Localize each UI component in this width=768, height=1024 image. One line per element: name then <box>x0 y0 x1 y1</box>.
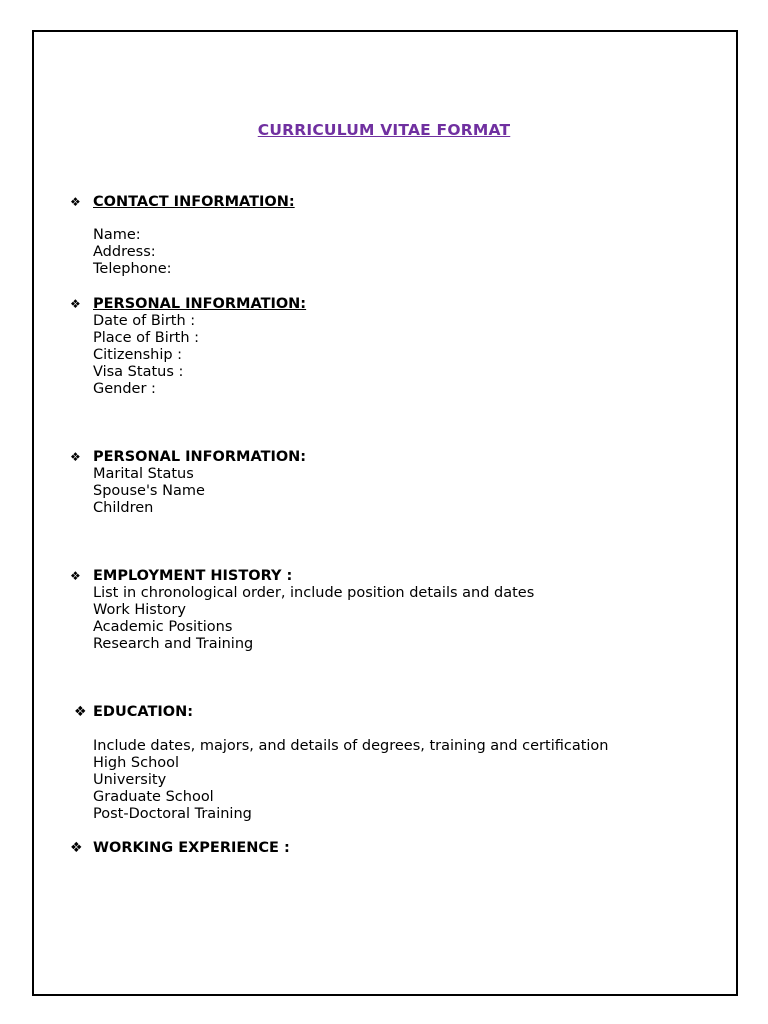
diamond-solid-bullet-icon: ❖ <box>70 840 83 856</box>
section-heading-row <box>0 568 768 585</box>
field-label-research-training: Research and Training <box>93 636 254 653</box>
section-heading-row <box>0 449 768 466</box>
field-label-post-doctoral: Post-Doctoral Training <box>93 806 252 823</box>
diamond-outline-bullet-icon: ❖ <box>70 450 81 464</box>
section-employment-history <box>0 568 768 653</box>
section-heading: WORKING EXPERIENCE : <box>93 840 290 856</box>
field-label-children: Children <box>93 500 154 517</box>
section-lines <box>93 466 768 517</box>
section-heading-row <box>0 194 768 211</box>
field-label-university: University <box>93 772 167 789</box>
field-label-name: Name: <box>93 227 141 243</box>
diamond-solid-bullet-icon: ❖ <box>74 704 87 720</box>
section-heading-row <box>0 296 768 313</box>
section-heading: EMPLOYMENT HISTORY : <box>93 568 293 584</box>
field-label-visa-status: Visa Status : <box>93 364 184 381</box>
section-lines <box>93 227 768 278</box>
field-label-place-of-birth: Place of Birth : <box>93 330 200 347</box>
field-label-marital-status: Marital Status <box>93 466 194 482</box>
section-heading-row <box>0 704 768 721</box>
diamond-outline-bullet-icon: ❖ <box>70 195 81 209</box>
section-personal-information <box>0 296 768 398</box>
section-heading: PERSONAL INFORMATION: <box>93 296 307 312</box>
section-heading: EDUCATION: <box>93 704 193 720</box>
section-lines <box>93 585 768 653</box>
field-label-date-of-birth: Date of Birth : <box>93 313 196 329</box>
section-lines <box>93 313 768 398</box>
section-heading: CONTACT INFORMATION: <box>93 194 295 210</box>
field-label-high-school: High School <box>93 755 180 772</box>
field-label-telephone: Telephone: <box>93 261 172 278</box>
field-label-spouse-name: Spouse's Name <box>93 483 205 500</box>
field-label-graduate-school: Graduate School <box>93 789 214 806</box>
diamond-outline-bullet-icon: ❖ <box>70 569 81 583</box>
section-working-experience <box>0 840 768 857</box>
education-instruction: Include dates, majors, and details of degrees, training and certification <box>93 738 609 754</box>
field-label-work-history: Work History <box>93 602 186 619</box>
employment-instruction: List in chronological order, include position details and dates <box>93 585 535 601</box>
field-label-citizenship: Citizenship : <box>93 347 183 364</box>
document-title: CURRICULUM VITAE FORMAT <box>257 121 511 139</box>
section-personal-information-family <box>0 449 768 517</box>
section-heading-row <box>0 840 768 857</box>
section-lines <box>93 738 768 823</box>
section-contact-information <box>0 194 768 278</box>
field-label-academic-positions: Academic Positions <box>93 619 233 636</box>
field-label-address: Address: <box>93 244 156 261</box>
field-label-gender: Gender : <box>93 381 156 398</box>
diamond-outline-bullet-icon: ❖ <box>70 297 81 311</box>
section-education <box>0 704 768 823</box>
section-heading: PERSONAL INFORMATION: <box>93 449 307 465</box>
